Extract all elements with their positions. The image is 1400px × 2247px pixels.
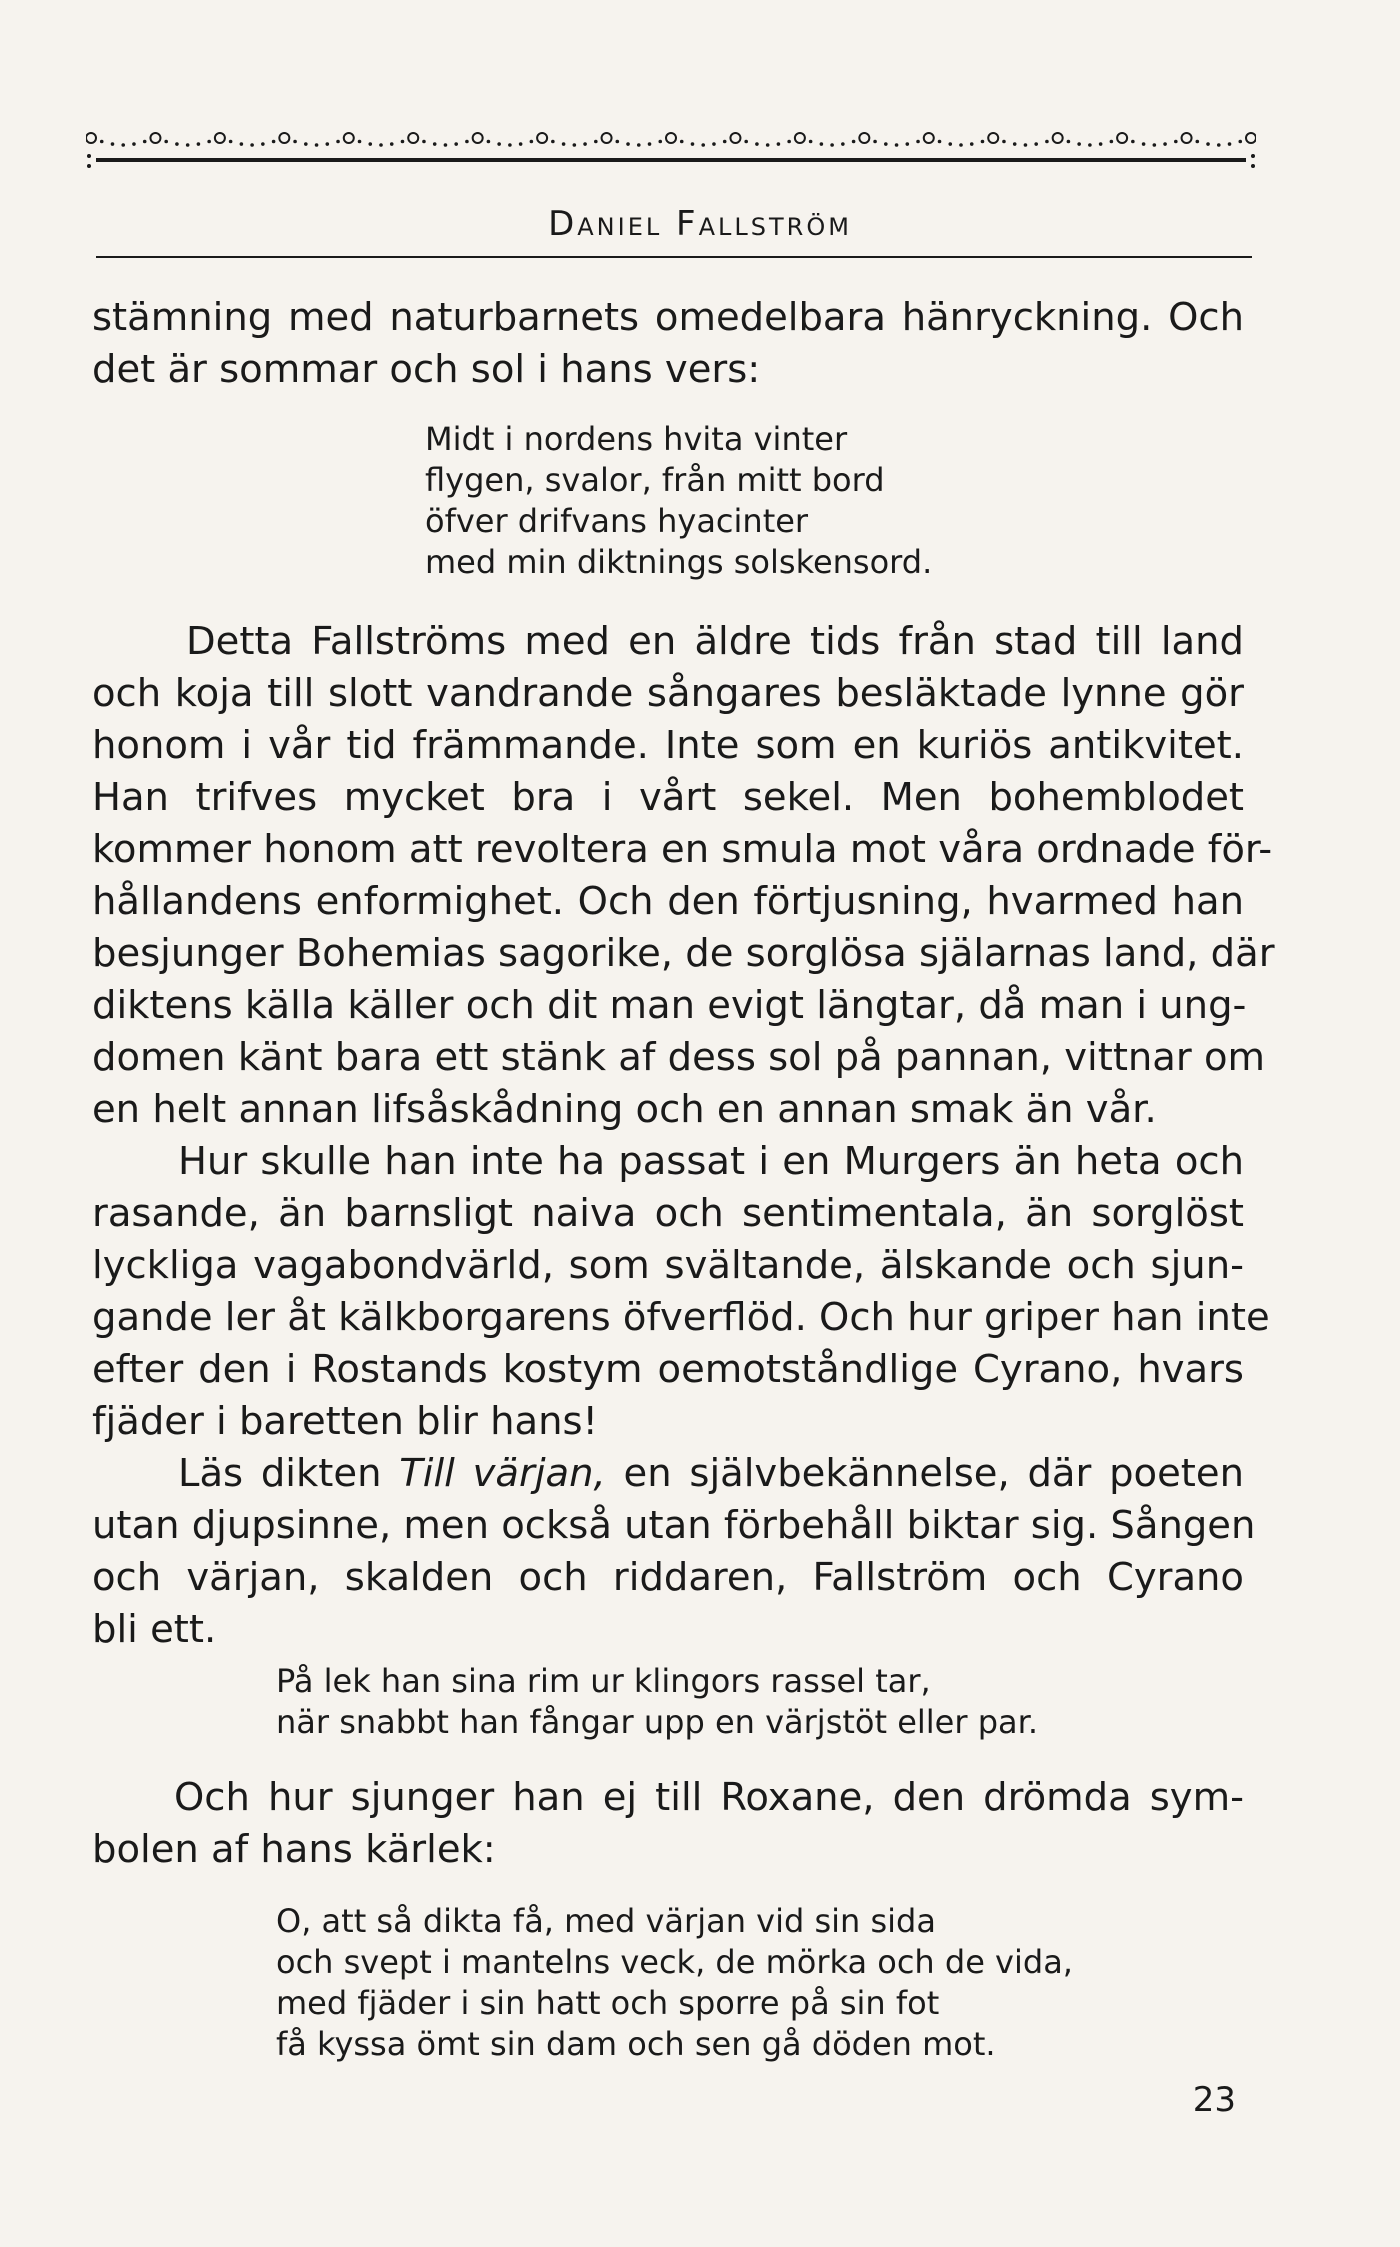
ornament-dot bbox=[626, 142, 630, 146]
ornament-dot bbox=[379, 143, 383, 147]
text-line: Detta Fallströms med en äldre tids från stad till land bbox=[186, 619, 1244, 664]
ornament-dot bbox=[304, 142, 308, 146]
ornament-dot bbox=[336, 140, 340, 144]
ornament-rule bbox=[96, 158, 1246, 162]
text-line: Och hur sjunger han ej till Roxane, den drömda sym- bbox=[174, 1775, 1244, 1820]
text-line: hållandens enformighet. Och den förtjusning, hvarmed han bbox=[92, 879, 1244, 924]
ornament-dot bbox=[229, 140, 233, 144]
ornament-dot bbox=[820, 142, 824, 146]
text-line: kommer honom att revoltera en smula mot våra ordnade för- bbox=[92, 827, 1273, 872]
ornament-dot bbox=[250, 143, 254, 147]
text-line: efter den i Rostands kostym oemotståndlige Cyrano, hvars bbox=[92, 1347, 1244, 1392]
ornament-dot bbox=[766, 143, 770, 147]
ornament-ring bbox=[602, 133, 612, 143]
ornament-ring bbox=[150, 133, 160, 143]
ornament-dot bbox=[143, 140, 147, 144]
verse-line: med fjäder i sin hatt och sporre på sin fot bbox=[276, 1984, 940, 2022]
ornament-dot bbox=[207, 140, 211, 144]
ornament-dot bbox=[1002, 140, 1006, 144]
ornament-dot bbox=[186, 143, 190, 147]
text-segment: en självbekännelse, där poeten bbox=[605, 1451, 1244, 1496]
paragraph-4 bbox=[92, 1448, 1256, 1656]
ornament-dot bbox=[1045, 140, 1049, 144]
ornament-dot bbox=[508, 143, 512, 147]
text-line: en helt annan lifsåskådning och en annan smak än vår. bbox=[92, 1087, 1157, 1132]
ornament-dot bbox=[390, 142, 394, 146]
text-line: rasande, än barnsligt naiva och sentimentala, än sorglöst bbox=[92, 1191, 1244, 1236]
ornament-dot bbox=[197, 142, 201, 146]
ornament-ring bbox=[1117, 133, 1127, 143]
page-number: 23 bbox=[1192, 2080, 1236, 2120]
ornament-ring bbox=[473, 133, 483, 143]
ornament-dot bbox=[100, 140, 104, 144]
ornament-dot bbox=[87, 164, 91, 168]
ornament-dot bbox=[293, 140, 297, 144]
text-line: gande ler åt kälkborgarens öfverflöd. Och hur griper han inte bbox=[92, 1295, 1270, 1340]
ornament-dot bbox=[916, 140, 920, 144]
text-line: lyckliga vagabondvärld, som svältande, älskande och sjun- bbox=[92, 1243, 1244, 1288]
ornament-dot bbox=[583, 142, 587, 146]
ornament-dot bbox=[1195, 140, 1199, 144]
ornament-dot bbox=[648, 142, 652, 146]
ornament-dot bbox=[615, 140, 619, 144]
ornament-dot bbox=[755, 142, 759, 146]
verse-line: Midt i nordens hvita vinter bbox=[425, 420, 848, 458]
ornament-dot bbox=[315, 143, 319, 147]
ornament-dot bbox=[1067, 140, 1071, 144]
ornament-dot bbox=[680, 140, 684, 144]
ornament-dot bbox=[530, 140, 534, 144]
text-line: det är sommar och sol i hans vers: bbox=[92, 347, 761, 392]
text-line: diktens källa käller och dit man evigt längtar, då man i ung- bbox=[92, 983, 1247, 1028]
ornament-dot bbox=[1217, 143, 1221, 147]
ornament-ring bbox=[988, 133, 998, 143]
ornament-dot bbox=[959, 143, 963, 147]
ornament-dot bbox=[787, 140, 791, 144]
ornament-dot bbox=[895, 143, 899, 147]
ornament-dot bbox=[401, 140, 405, 144]
ornament-dot bbox=[1110, 140, 1114, 144]
ornament-dot bbox=[701, 143, 705, 147]
running-header: Daniel Fallström bbox=[548, 204, 852, 244]
ornament-dot bbox=[444, 143, 448, 147]
text-line: besjunger Bohemias sagorike, de sorglösa själarnas land, där bbox=[92, 931, 1275, 976]
verse-2 bbox=[276, 1661, 1038, 1743]
text-segment: Läs dikten bbox=[178, 1451, 400, 1496]
text-line: bolen af hans kärlek: bbox=[92, 1827, 496, 1872]
ornament-dot bbox=[111, 142, 115, 146]
ornament-dot bbox=[497, 142, 501, 146]
ornament-dot bbox=[691, 142, 695, 146]
text-line: domen känt bara ett stänk af dess sol på pannan, vittnar om bbox=[92, 1035, 1266, 1080]
ornament-dot bbox=[981, 140, 985, 144]
ornament-dot bbox=[809, 140, 813, 144]
verse-line: med min diktnings solskensord. bbox=[425, 543, 933, 581]
ornament-ring bbox=[408, 133, 418, 143]
ornament-dot bbox=[1206, 142, 1210, 146]
verse-line: när snabbt han fångar upp en värjstöt eller par. bbox=[276, 1703, 1038, 1741]
ornament-ring bbox=[666, 133, 676, 143]
ornament-dot bbox=[175, 142, 179, 146]
ornament-dot bbox=[164, 140, 168, 144]
text-line: och värjan, skalden och riddaren, Fallström och Cyrano bbox=[92, 1555, 1244, 1600]
ornament-dot bbox=[948, 142, 952, 146]
ornament-dot bbox=[1153, 143, 1157, 147]
text-line: stämning med naturbarnets omedelbara hänryckning. Och bbox=[92, 295, 1244, 340]
text-line: honom i vår tid främmande. Inte som en kuriös antikvitet. bbox=[92, 723, 1244, 768]
ornament-dot bbox=[1013, 142, 1017, 146]
ornament-ring bbox=[1182, 133, 1192, 143]
verse-line: O, att så dikta få, med värjan vid sin sida bbox=[276, 1902, 936, 1940]
paragraph-5 bbox=[92, 1772, 1244, 1876]
ornament-dot bbox=[852, 140, 856, 144]
ornament-ring bbox=[730, 133, 740, 143]
ornament-dot bbox=[1131, 140, 1135, 144]
ornament-dot bbox=[1024, 143, 1028, 147]
ornament-dot bbox=[454, 142, 458, 146]
text-line bbox=[92, 1448, 1244, 1500]
ornament-dot bbox=[562, 142, 566, 146]
text-line: utan djupsinne, men också utan förbehåll biktar sig. Sången bbox=[92, 1503, 1256, 1548]
ornament-dot bbox=[132, 142, 136, 146]
text-line: Hur skulle han inte ha passat i en Murgers än heta och bbox=[178, 1139, 1244, 1184]
ornament-dot bbox=[87, 154, 91, 158]
ornament-ring bbox=[795, 133, 805, 143]
ornament-dot bbox=[830, 143, 834, 147]
ornament-ring bbox=[86, 133, 96, 143]
ornament-dot bbox=[1077, 142, 1081, 146]
ornament-dot bbox=[1163, 142, 1167, 146]
ornament-dot bbox=[422, 140, 426, 144]
ornament-dot bbox=[1238, 140, 1242, 144]
ornament-dot bbox=[465, 140, 469, 144]
verse-line: På lek han sina rim ur klingors rassel tar, bbox=[276, 1662, 931, 1700]
ornament-dot bbox=[487, 140, 491, 144]
ornament-dot bbox=[970, 142, 974, 146]
ornament-dot bbox=[637, 143, 641, 147]
ornament-dot bbox=[240, 142, 244, 146]
ornament-dot bbox=[777, 142, 781, 146]
ornament-dot bbox=[1088, 143, 1092, 147]
header-rule bbox=[96, 256, 1252, 258]
ornament-dot bbox=[368, 142, 372, 146]
ornament-ring bbox=[537, 133, 547, 143]
text-line: Han trifves mycket bra i vårt sekel. Men bohemblodet bbox=[92, 775, 1244, 820]
ornament-ring bbox=[279, 133, 289, 143]
ornament-ring bbox=[924, 133, 934, 143]
ornament-dot bbox=[433, 142, 437, 146]
ornament-dot bbox=[594, 140, 598, 144]
ornament-ring bbox=[1246, 133, 1256, 143]
ornament-dot bbox=[723, 140, 727, 144]
ornament-dot bbox=[325, 142, 329, 146]
ornament-dot bbox=[658, 140, 662, 144]
verse-line: öfver drifvans hyacinter bbox=[425, 502, 809, 540]
ornament-dot bbox=[1034, 142, 1038, 146]
decorative-border-icon bbox=[86, 126, 1256, 174]
ornament-dot bbox=[1251, 164, 1255, 168]
ornament-dot bbox=[712, 142, 716, 146]
ornament-dot bbox=[358, 140, 362, 144]
ornament-dot bbox=[573, 143, 577, 147]
verse-1 bbox=[425, 419, 932, 583]
text-line: och koja till slott vandrande sångares besläktade lynne gör bbox=[92, 671, 1244, 716]
ornament-dot bbox=[841, 142, 845, 146]
ornament-dot bbox=[1099, 142, 1103, 146]
ornament-dot bbox=[519, 142, 523, 146]
ornament-dot bbox=[744, 140, 748, 144]
ornament-ring bbox=[1053, 133, 1063, 143]
ornament-dot bbox=[272, 140, 276, 144]
ornament-ring bbox=[344, 133, 354, 143]
ornament-dot bbox=[551, 140, 555, 144]
ornament-dot bbox=[1251, 154, 1255, 158]
paragraph-1 bbox=[92, 292, 1244, 396]
ornament-dot bbox=[873, 140, 877, 144]
ornament-dot bbox=[938, 140, 942, 144]
ornament-dot bbox=[261, 142, 265, 146]
ornament-ring bbox=[215, 133, 225, 143]
ornament-dot bbox=[905, 142, 909, 146]
verse-line: få kyssa ömt sin dam och sen gå döden mot. bbox=[276, 2025, 996, 2063]
ornament-dot bbox=[121, 143, 125, 147]
ornament-ring bbox=[859, 133, 869, 143]
ornament-dot bbox=[884, 142, 888, 146]
paragraph-3 bbox=[92, 1136, 1270, 1448]
poem-title: Till värjan, bbox=[399, 1451, 606, 1496]
ornament-dot bbox=[1174, 140, 1178, 144]
ornament-dot bbox=[1228, 142, 1232, 146]
verse-line: och svept i mantelns veck, de mörka och de vida, bbox=[276, 1943, 1073, 1981]
verse-3 bbox=[276, 1901, 1073, 2065]
paragraph-2 bbox=[92, 616, 1275, 1136]
text-line: fjäder i baretten blir hans! bbox=[92, 1399, 598, 1444]
ornament-dot bbox=[1142, 142, 1146, 146]
text-line: bli ett. bbox=[92, 1607, 217, 1652]
verse-line: flygen, svalor, från mitt bord bbox=[425, 461, 885, 499]
